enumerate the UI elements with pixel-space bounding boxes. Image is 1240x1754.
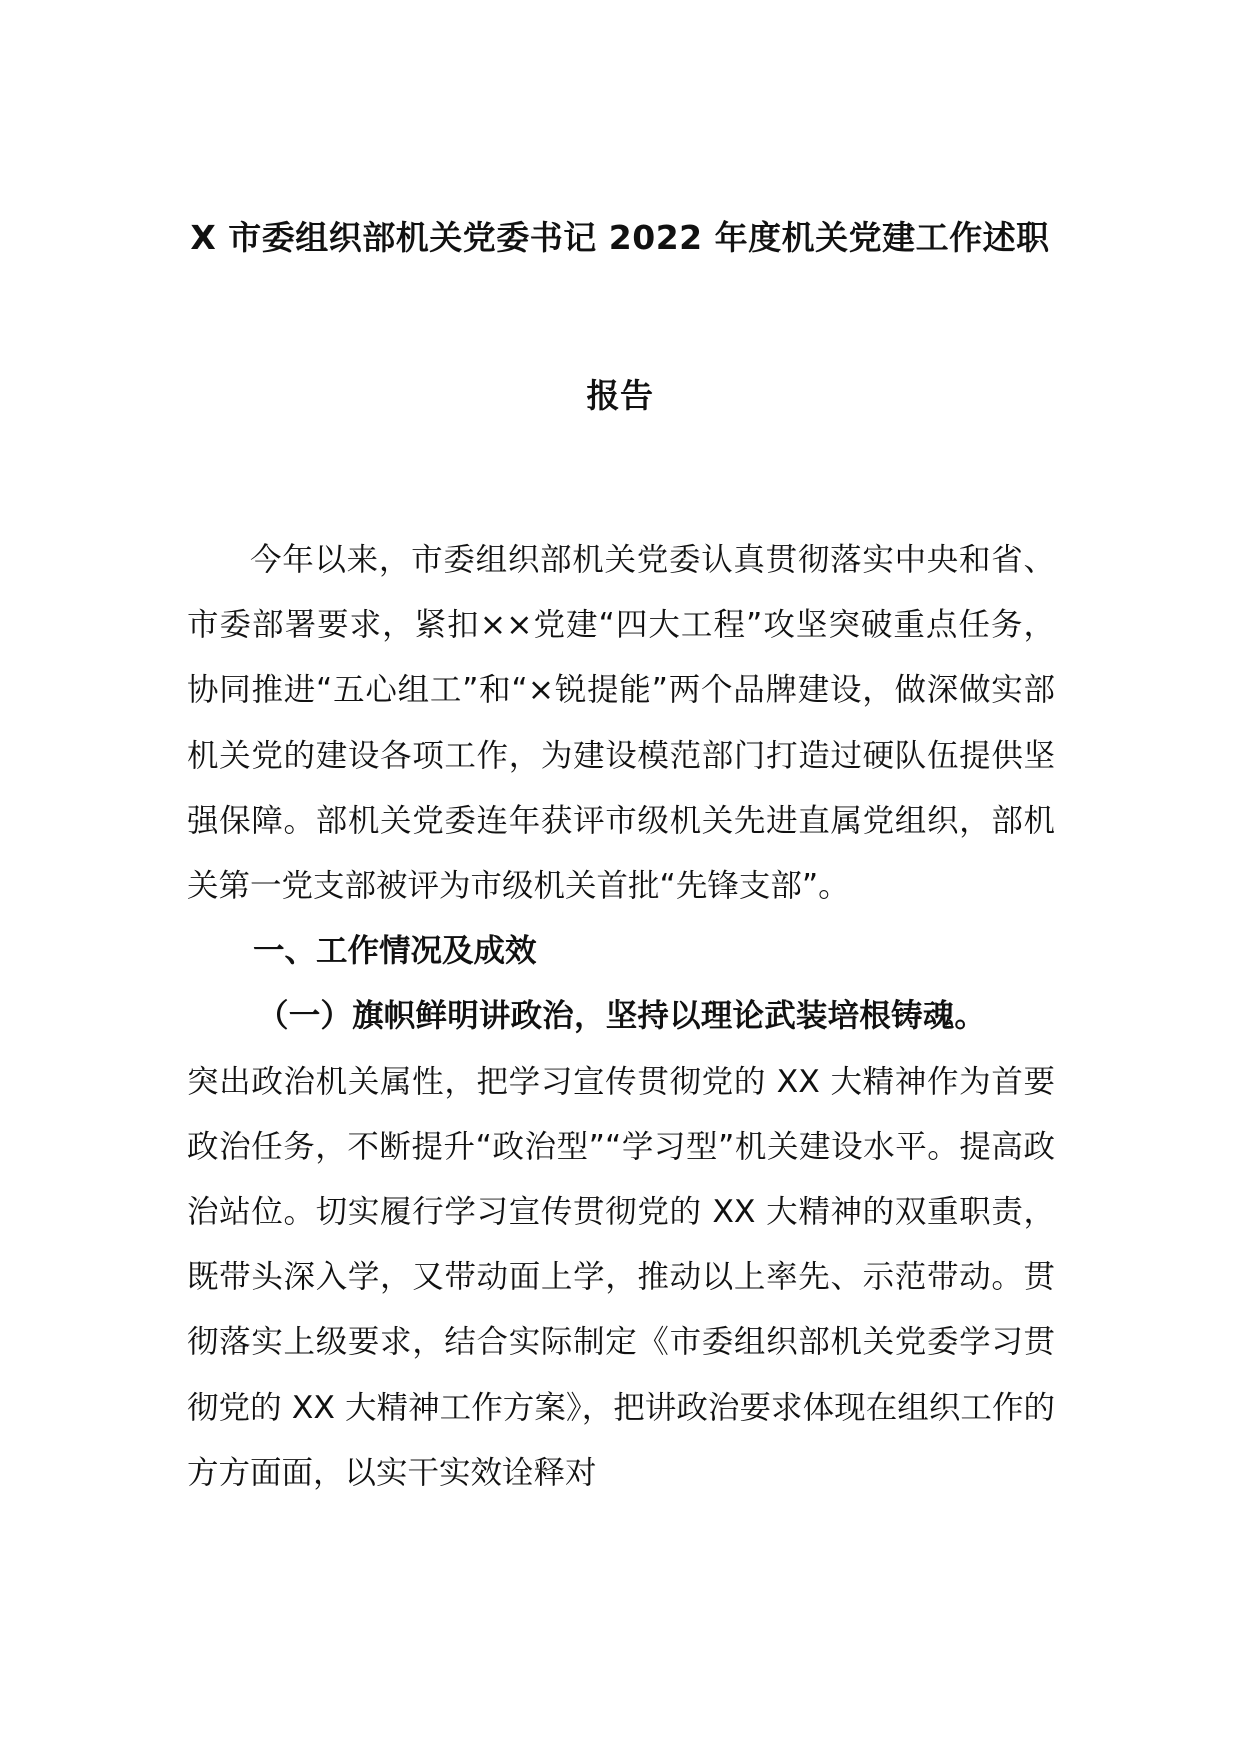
subsection-heading-row (187, 984, 1055, 1049)
subsection-body-paragraph: 突出政治机关属性，把学习宣传贯彻党的 XX 大精神作为首要政治任务，不断提升“政治型”“学习型”机关建设水平。提高政治站位。切实履行学习宣传贯彻党的 XX 大精神的双重职责，既带头深入学，又带动面上学，推动以上率先、示范带动。贯彻落实上级要求，结合实际制定《市委组织部机关党委学习贯彻党的 XX 大精神工作方案》，把讲政治要求体现在组织工作的方方面面，以实干实效诠释对 (187, 1063, 1055, 1491)
document-title-line-2: 报告 (586, 376, 654, 415)
subsection-heading: （一）旗帜鲜明讲政治，坚持以理论武装培根铸魂。 (257, 998, 987, 1035)
document-body (187, 528, 1055, 1506)
section-heading: 一、工作情况及成效 (253, 933, 537, 970)
intro-paragraph: 今年以来，市委组织部机关党委认真贯彻落实中央和省、市委部署要求，紧扣××党建“四大工程”攻坚突破重点任务，协同推进“五心组工”和“×锐提能”两个品牌建设，做深做实部机关党的建设各项工作，为建设模范部门打造过硬队伍提供坚强保障。部机关党委连年获评市级机关先进直属党组织，部机关第一党支部被评为市级机关首批“先锋支部”。 (187, 542, 1055, 905)
document-title-line-1: X 市委组织部机关党委书记 2022 年度机关党建工作述职 (190, 218, 1050, 257)
